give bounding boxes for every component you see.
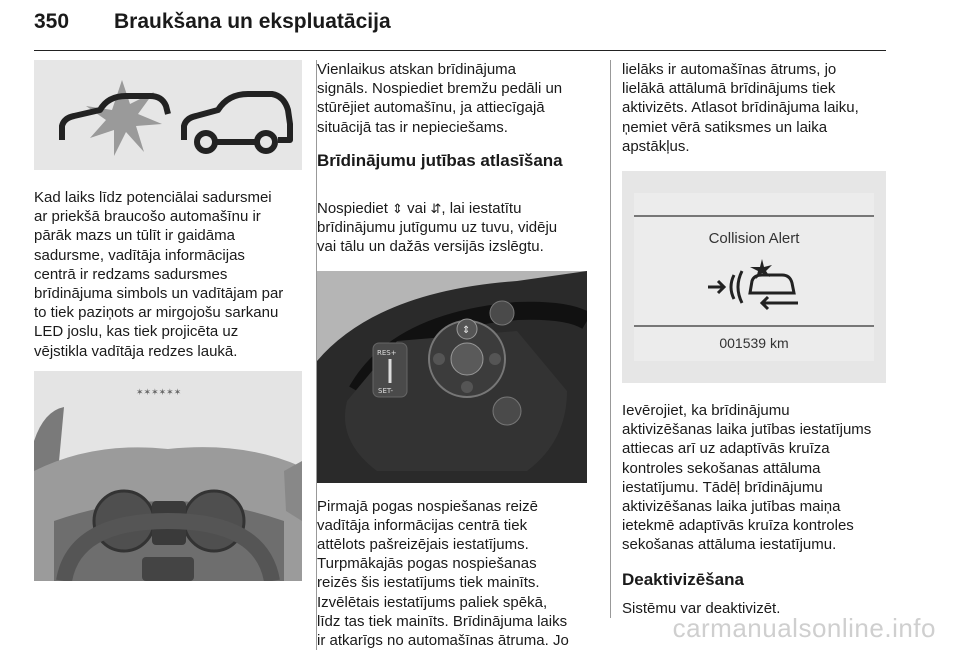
svg-text:⇕: ⇕ — [462, 324, 471, 336]
display-title: Collision Alert — [708, 230, 800, 248]
windshield-led-illustration — [34, 371, 302, 581]
collision-warning-illustration — [34, 60, 302, 170]
column-1 — [34, 60, 302, 581]
deactivation-paragraph: Sistēmu var deaktivizēt. — [622, 599, 781, 617]
collision-alert-icon — [704, 257, 804, 313]
section-heading-deactivation: Deaktivizēšana — [622, 569, 744, 589]
collision-warning-description: Kad laiks līdz potenciālai sadursmei ar priekšā braucošo automašīnu ir pārāk mazs un tūlīt ir gaidāma sadursme, vadītāja informācijas centrā ir redzams sadursmes brīdinājuma simbols un vadītājam par to tiek paziņots ar mirgojošu sarkanu LED joslu, kas tiek projicēta uz vējstikla vadītāja redzes laukā. — [34, 189, 284, 360]
speed-paragraph: lielāks ir automašīnas ātrums, jo lielākā attālumā brīdinājums tiek aktivizēts. Atlasot brīdinājuma laiku, ņemiet vērā satiksmes un laika apstākļus. — [622, 61, 859, 155]
set-label: SET- — [378, 386, 394, 395]
signal-paragraph: Vienlaikus atskan brīdinājuma signāls. Nospiediet bremžu pedāli un stūrējiet automašīnu, ja attiecīgajā situācijā tas ir nepieciešams. — [317, 61, 563, 136]
collision-sensitivity-button[interactable] — [457, 319, 477, 339]
driver-info-display-illustration — [622, 171, 886, 383]
sensitivity-instructions-cont: brīdinājumu jutīgumu uz tuvu, vidēju vai tālu un dažās versijās izslēgtu. — [317, 219, 558, 256]
led-bar-icon — [136, 388, 181, 398]
page-title: Braukšana un ekspluatācija — [114, 10, 391, 33]
column-3 — [610, 60, 889, 618]
watermark: carmanualsonline.info — [672, 613, 936, 643]
collision-warning-icon — [34, 60, 302, 170]
column-2 — [316, 60, 597, 650]
section-heading-sensitivity: Brīdinājumu jutības atlasīšana — [317, 150, 563, 170]
button-press-paragraph: Pirmajā pogas nospiešanas reizē vadītāja informācijas centrā tiek attēlots pašreizējais iestatījums. Turpmākajās pogas nospiešanas reizēs šis iestatījums tiek mainīts. Izvēlētais iestatījums paliek spēkā, līdz tas tiek mainīts. Brīdinājuma laiks ir atkarīgs no automašīnas ātruma. Jo — [317, 497, 569, 650]
sensitivity-closer-icon: ⇕ — [392, 201, 403, 217]
odometer-reading: 001539 km — [719, 335, 789, 352]
steering-wheel-controls-illustration — [317, 271, 587, 483]
acc-note-paragraph: Ievērojiet, ka brīdinājumu aktivizēšanas laika jutības iestatījums attiecas arī uz adaptīvās kruīza kontroles sekošanas attāluma iestatījumu. Tādēļ brīdinājumu aktivizēšanas laika jutības maiņa ietekmē adaptīvās kruīza kontroles sekošanas attāluma iestatījumu. — [622, 402, 872, 554]
sensitivity-farther-icon: ⇵ — [430, 201, 442, 217]
res-label: RES+ — [377, 348, 397, 357]
sensitivity-instructions: Nospiediet ⇕ vai ⇵, lai iestatītu — [317, 200, 522, 218]
page-header — [34, 8, 886, 51]
svg-text:✶✶✶✶✶✶: ✶✶✶✶✶✶ — [136, 387, 182, 398]
page-number: 350 — [34, 10, 70, 33]
